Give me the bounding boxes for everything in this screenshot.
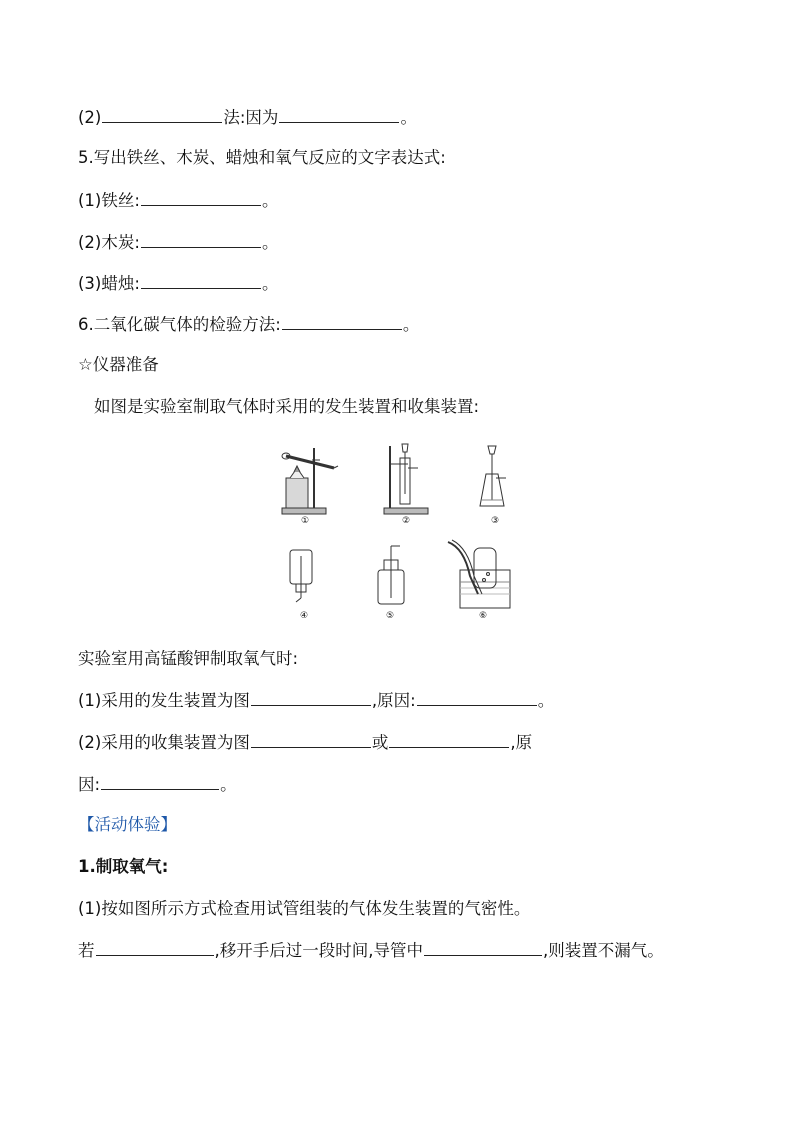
apparatus-drawing bbox=[272, 438, 528, 628]
q5-item-label: (3)蜡烛: bbox=[78, 274, 140, 293]
q6-line bbox=[78, 313, 419, 336]
q5-item-candle bbox=[78, 272, 278, 295]
kmno4-q2-cont-label: 因: bbox=[78, 775, 101, 794]
kmno4-q1-end: 。 bbox=[537, 691, 555, 710]
answer-blank[interactable] bbox=[141, 272, 261, 289]
q5-title: 5.写出铁丝、木炭、蜡烛和氧气反应的文字表达式: bbox=[78, 148, 446, 167]
answer-blank[interactable] bbox=[141, 189, 261, 206]
kmno4-q2-cont-end: 。 bbox=[220, 775, 237, 794]
check-end: ,则装置不漏气。 bbox=[543, 941, 664, 960]
answer-blank[interactable] bbox=[279, 106, 399, 123]
answer-blank[interactable] bbox=[251, 689, 371, 706]
caption-4: ④ bbox=[300, 611, 309, 621]
q4-part2-mid: 法:因为 bbox=[223, 108, 279, 127]
answer-blank[interactable] bbox=[417, 689, 537, 706]
kmno4-q1-line bbox=[78, 689, 554, 712]
kmno4-q2-label: (2)采用的收集装置为图 bbox=[78, 733, 250, 752]
q4-part2-prefix: (2) bbox=[78, 108, 102, 127]
answer-blank[interactable] bbox=[251, 731, 371, 748]
kmno4-q2-mid: 或 bbox=[371, 733, 389, 752]
answer-blank[interactable] bbox=[424, 939, 542, 956]
answer-blank[interactable] bbox=[389, 731, 509, 748]
q5-item-end: 。 bbox=[261, 274, 279, 293]
answer-blank[interactable] bbox=[96, 939, 214, 956]
apparatus-2-funnel-tube bbox=[384, 444, 428, 514]
q5-item-iron bbox=[78, 189, 278, 212]
q4-part2-line bbox=[78, 106, 417, 129]
check-mid: ,移开手后过一段时间,导管中 bbox=[214, 941, 423, 960]
kmno4-q2-cont-line bbox=[78, 773, 237, 796]
caption-3: ③ bbox=[491, 516, 500, 526]
apparatus-1-heating-setup bbox=[282, 448, 338, 514]
caption-2: ② bbox=[402, 516, 411, 526]
caption-6: ⑥ bbox=[479, 611, 488, 621]
kmno4-title: 实验室用高锰酸钾制取氧气时: bbox=[78, 649, 299, 668]
q6-end: 。 bbox=[402, 315, 420, 334]
kmno4-q1-label: (1)采用的发生装置为图 bbox=[78, 691, 250, 710]
q5-item-charcoal bbox=[78, 231, 278, 254]
caption-1: ① bbox=[301, 516, 310, 526]
answer-blank[interactable] bbox=[102, 106, 222, 123]
kmno4-q2-end: ,原 bbox=[510, 733, 533, 752]
answer-blank[interactable] bbox=[282, 313, 402, 330]
kmno4-q2-line bbox=[78, 731, 532, 754]
apparatus-6-water-trough bbox=[448, 540, 510, 608]
apparatus-figure bbox=[272, 438, 528, 628]
q6-label: 6.二氧化碳气体的检验方法: bbox=[78, 315, 281, 334]
q5-item-label: (1)铁丝: bbox=[78, 191, 140, 210]
apparatus-4-inverted-bottle bbox=[290, 550, 312, 602]
check-text: (1)按如图所示方式检查用试管组装的气体发生装置的气密性。 bbox=[78, 899, 531, 918]
q5-item-label: (2)木炭: bbox=[78, 233, 140, 252]
apparatus-5-upright-bottle bbox=[378, 546, 404, 604]
answer-blank[interactable] bbox=[141, 231, 261, 248]
caption-5: ⑤ bbox=[386, 611, 395, 621]
activity-title: 【活动体验】 bbox=[78, 815, 177, 834]
answer-blank[interactable] bbox=[101, 773, 219, 790]
apparatus-3-conical-flask bbox=[480, 446, 506, 506]
intro-text: 如图是实验室制取气体时采用的发生装置和收集装置: bbox=[94, 397, 480, 416]
q5-item-end: 。 bbox=[261, 233, 279, 252]
oxygen-title: 1.制取氧气: bbox=[78, 857, 169, 876]
section-title: ☆仪器准备 bbox=[78, 355, 159, 374]
check-fill-line bbox=[78, 939, 664, 962]
kmno4-q1-mid: ,原因: bbox=[371, 691, 416, 710]
q4-part2-end: 。 bbox=[400, 108, 417, 127]
check-prefix: 若 bbox=[78, 941, 95, 960]
q5-item-end: 。 bbox=[261, 191, 279, 210]
